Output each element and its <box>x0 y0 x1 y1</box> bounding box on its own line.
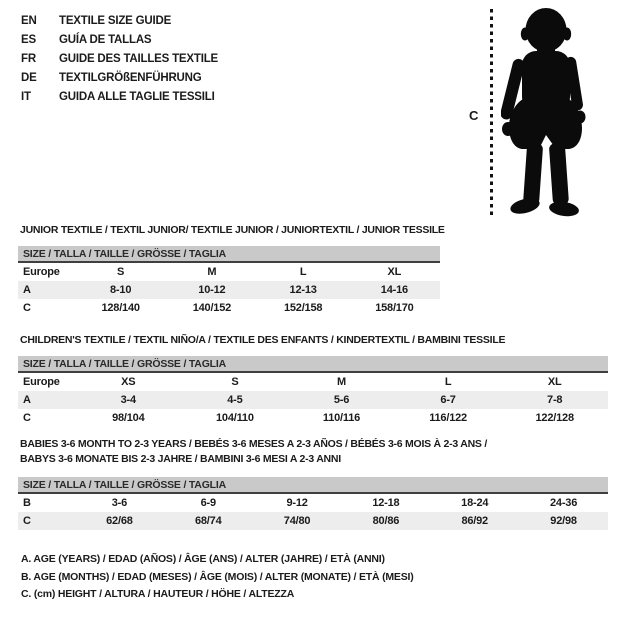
size-cell: 6-9 <box>200 497 216 509</box>
children-size-table <box>18 356 608 427</box>
table-row <box>18 299 440 317</box>
row-label: C <box>23 412 31 424</box>
size-cell: 24-36 <box>550 497 578 509</box>
size-cell: L <box>299 266 307 278</box>
language-row <box>21 69 218 88</box>
size-cell: 98/104 <box>112 412 145 424</box>
size-cell: S <box>117 266 125 278</box>
junior-size-table <box>18 246 440 317</box>
row-label: C <box>23 302 31 314</box>
size-cell: 104/110 <box>216 412 254 424</box>
size-cell: 6-7 <box>395 391 502 409</box>
size-cell: XL <box>547 376 562 388</box>
language-row <box>21 31 218 50</box>
babies-size-table <box>18 477 608 530</box>
row-label: A <box>18 391 75 409</box>
babies-title-line-2: BABYS 3-6 MONATE BIS 2-3 JAHRE / BAMBINI 3-6 MESI A 2-3 ANNI <box>20 453 341 465</box>
row-label: Europe <box>23 266 60 278</box>
size-cell: 68/74 <box>164 512 253 530</box>
size-cell: 18-24 <box>461 497 489 509</box>
size-cell: 116/122 <box>429 412 467 424</box>
height-measure-figure <box>455 5 620 220</box>
language-code: EN <box>21 15 37 27</box>
table-row <box>18 494 608 512</box>
size-cell: 62/68 <box>75 512 164 530</box>
size-cell: 8-10 <box>75 281 166 299</box>
size-header-bar: SIZE / TALLA / TAILLE / GRÖSSE / TAGLIA <box>18 477 608 494</box>
footnote-b: B. AGE (MONTHS) / EDAD (MESES) / ÂGE (MOIS) / ALTER (MONATE) / ETÀ (MESI) <box>21 570 414 583</box>
size-header-bar: SIZE / TALLA / TAILLE / GRÖSSE / TAGLIA <box>18 356 608 373</box>
language-title: TEXTILGRÖßENFÜHRUNG <box>59 72 202 84</box>
table-row <box>18 409 608 427</box>
size-cell: XL <box>387 266 402 278</box>
children-table-title: CHILDREN'S TEXTILE / TEXTIL NIÑO/A / TEXTILE DES ENFANTS / KINDERTEXTIL / BAMBINI TESSILE <box>20 334 506 346</box>
size-cell: M <box>207 266 217 278</box>
size-cell: 3-4 <box>75 391 182 409</box>
language-title: TEXTILE SIZE GUIDE <box>59 15 172 27</box>
size-cell: 92/98 <box>519 512 608 530</box>
language-code: IT <box>21 91 31 103</box>
size-cell: 80/86 <box>341 512 430 530</box>
language-code: DE <box>21 72 37 84</box>
size-header-bar: SIZE / TALLA / TAILLE / GRÖSSE / TAGLIA <box>18 246 440 263</box>
babies-title-line-1: BABIES 3-6 MONTH TO 2-3 YEARS / BEBÉS 3-6 MESES A 2-3 AÑOS / BÉBÉS 3-6 MOIS À 2-3 ANS / <box>20 438 488 450</box>
language-row <box>21 12 218 31</box>
size-cell: 12-13 <box>258 281 349 299</box>
footnote-c: C. (cm) HEIGHT / ALTURA / HAUTEUR / HÖHE / ALTEZZA <box>21 588 295 600</box>
language-code: FR <box>21 53 36 65</box>
language-header <box>21 12 218 107</box>
language-title: GUIDE DES TAILLES TEXTILE <box>59 53 218 65</box>
size-cell: 122/128 <box>535 412 574 424</box>
size-cell: S <box>231 376 239 388</box>
size-cell: 74/80 <box>253 512 342 530</box>
size-cell: 158/170 <box>375 302 414 314</box>
row-label: A <box>18 281 75 299</box>
footnotes <box>21 551 414 604</box>
babies-table-title <box>20 437 487 467</box>
size-cell: L <box>444 376 452 388</box>
size-cell: 110/116 <box>322 412 361 424</box>
size-cell: 7-8 <box>501 391 608 409</box>
table-row <box>18 512 608 530</box>
height-dotted-line-icon <box>490 9 493 216</box>
size-cell: 140/152 <box>192 302 232 314</box>
size-cell: M <box>337 376 346 388</box>
size-cell: 14-16 <box>349 281 440 299</box>
language-title: GUÍA DE TALLAS <box>59 34 152 46</box>
row-label: Europe <box>23 376 60 388</box>
size-cell: XS <box>121 376 136 388</box>
row-label: C <box>18 512 75 530</box>
size-cell: 4-5 <box>182 391 289 409</box>
language-row <box>21 50 218 69</box>
table-row <box>18 391 608 409</box>
row-label: B <box>23 497 31 509</box>
child-silhouette-icon <box>501 7 601 217</box>
size-cell: 152/158 <box>283 302 323 314</box>
size-cell: 3-6 <box>111 497 128 509</box>
size-cell: 128/140 <box>101 302 140 314</box>
size-cell: 10-12 <box>166 281 257 299</box>
footnote-a: A. AGE (YEARS) / EDAD (AÑOS) / ÂGE (ANS) / ALTER (JAHRE) / ETÀ (ANNI) <box>21 553 385 565</box>
size-cell: 9-12 <box>286 497 308 509</box>
table-row <box>18 263 440 281</box>
language-title: GUIDA ALLE TAGLIE TESSILI <box>59 91 215 103</box>
table-row <box>18 373 608 391</box>
height-measure-label: C <box>469 108 479 123</box>
language-code: ES <box>21 34 36 46</box>
size-cell: 86/92 <box>430 512 519 530</box>
table-row <box>18 281 440 299</box>
size-cell: 12-18 <box>372 497 400 509</box>
junior-table-title: JUNIOR TEXTILE / TEXTIL JUNIOR/ TEXTILE JUNIOR / JUNIORTEXTIL / JUNIOR TESSILE <box>20 224 445 236</box>
size-cell: 5-6 <box>288 391 395 409</box>
language-row <box>21 88 218 107</box>
